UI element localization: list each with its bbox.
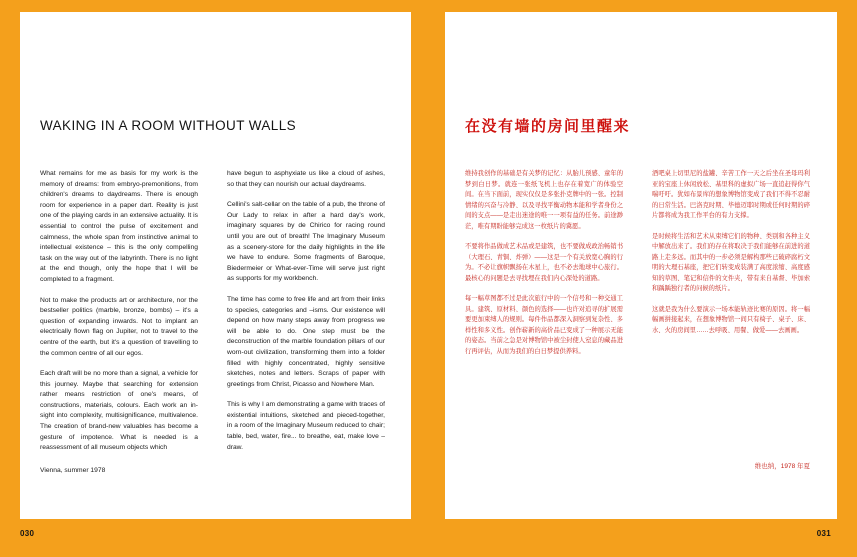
- right-page: [445, 12, 837, 519]
- right-page-column-1: [465, 169, 623, 367]
- left-page-columns: [40, 169, 385, 464]
- page-title-chinese: 在没有墙的房间里醒来: [465, 118, 631, 135]
- paragraph: This is why I am demonstrating a game with traces of existential intuitions, sketched and pieced-together, in a room of the Imaginary Museum reduced to chair; table, bed, water, fire... to breathe, eat, make love – draw.: [227, 401, 385, 451]
- left-page: [20, 12, 411, 519]
- paragraph: What remains for me as basis for my work is the memory of dreams: from embryo-premonitions, from children's dreams to daydreams. There is enough room for experience in a paper dart. Reality is just one of the playing cards in an extensive actuality. It is essential to control the pulse of excitement and calmness, the whole span from instinctive animal to intellectual existence – this is the only compelling task on the way out of the labyrinth. There is no light at the end though, only the hope that I will be completed to a fragment.: [40, 170, 198, 283]
- paragraph: 这就是我为什么要演示一场本能轨迹比赛的原因。将一幅幅画拼接起来，在想象博物馆一间只有椅子、桌子、床、水、火的房间里……去呼吸、用餐、做爱——去画画。: [652, 305, 810, 334]
- page-number-right: 031: [816, 529, 831, 538]
- paragraph: 每一幅草图都不过是此次旅行中的一个信号和一种交通工具。建筑、原材料、颜色的选择——也许对追寻的扩展需要更加束缚人的规则。每件作品都深入洞察到复杂性、多样性和多义性。创作崭新的高价品已变成了一种展示无能的姿态。当前之急是对博物馆中被尘封使人窒息的藏品进行再评估，从而为我们的白日梦提供养料。: [465, 295, 623, 355]
- left-page-column-2: [227, 169, 385, 464]
- right-page-column-2: [652, 169, 810, 367]
- paragraph: 酒吧桌上切里尼的盐罐、辛苦工作一天之后坐在圣母玛利亚的宝座上休闲放松、基里科的虚拟广场一直追赶得你气喘吁吁。犹如布景库的想象博物馆变成了我们不得不忍耐的日常生活。巴洛克时期、毕德迈耶时期或任何时期的碎片都将成为我工作平台的有力支撑。: [652, 170, 810, 219]
- paragraph: 是时候将生活和艺术从束缚它们的物种、类别和各种主义中解放出来了。我们的存在将取决于我们能够在前进的道路上走多远。而其中的一步必须是解构那些已破碎腐朽文明的大理石基座，把它们转变成装满了高度浓缩、高度感知的草图、笔记和信件的文件夹，带有来自基督、毕加索和踽踽独行者的问候的纸片。: [652, 232, 810, 292]
- paragraph: 不要将作品做成艺术品或是建筑，也不要做成政治畅销书（大理石、青铜、炸弹）——这是一个有关放宽心胸的行为。不必让旗帜飘扬在木星上，也不必去地球中心旅行。最核心的问题是去寻找埋在我们内心深处的道路。: [465, 243, 623, 282]
- right-page-columns: [465, 169, 810, 367]
- paragraph: 维持我创作的基础是有关梦的记忆：从胎儿预感、童年的梦到白日梦。就连一张纸飞机上也存在着宽广的体验空间。在当下面前，现实仅仅是多张扑克牌中的一张。控制情绪的兴奋与冷静、以及寻找平衡动物本能和学者身份之间的支点——是走出迷途的唯一一项有益的任务。前途渺茫，唯有期盼能够完成这一枚纸片的冀愿。: [465, 170, 623, 230]
- paragraph: Cellini's salt-cellar on the table of a pub, the throne of Our Lady to relax in after a hard day's work, imaginary squares by de Chirico for racing round until you are out of breath! The Imaginary Museum as a scenery-store for the daily highlights in the life we have to endure. Some fragments of Baroque, Biedermeier or What-ever-Time will serve just right as supports for my workbench.: [227, 201, 385, 283]
- paragraph: have begun to asphyxiate us like a cloud of ashes, so that they can nourish our actual daydreams.: [227, 170, 385, 188]
- paragraph: The time has come to free life and art from their links to species, categories and –isms. Our existence will depend on how many steps away from progress we will be able to do. One step must be the deconstruction of the marble foundation pillars of our worn-out civilization, transforming them into a folder filled with highly concentrated, highly sensitive sketches, notes and letters. Scraps of paper with greetings from Christ, Picasso and Nowhere Man.: [227, 295, 385, 388]
- paragraph: Each draft will be no more than a signal, a vehicle for this journey. Maybe that searching for extension rather means restriction of one's means, of constructions, materials, colours. Each work an in-sight into complexity, multisignificance, multivalence. The creation of brand-new valuables has become a gesture of impotence. What is needed is a reassessment of all museum objects which: [40, 370, 198, 452]
- page-title-english: WAKING IN A ROOM WITHOUT WALLS: [40, 118, 297, 133]
- page-number-left: 030: [20, 529, 35, 538]
- paragraph: Not to make the products art or architecture, nor the bestseller politics (marble, bronze, bombs) – it's a question of expanding inwards. Not to implant an electrically flown flag on Jupiter, not to travel to the centre of the earth, but it's a question of travelling to the common centre of all our egos.: [40, 296, 198, 357]
- signature-english: Vienna, summer 1978: [40, 467, 106, 474]
- signature-chinese: 维也纳，1978 年夏: [754, 463, 810, 470]
- left-page-column-1: [40, 169, 198, 464]
